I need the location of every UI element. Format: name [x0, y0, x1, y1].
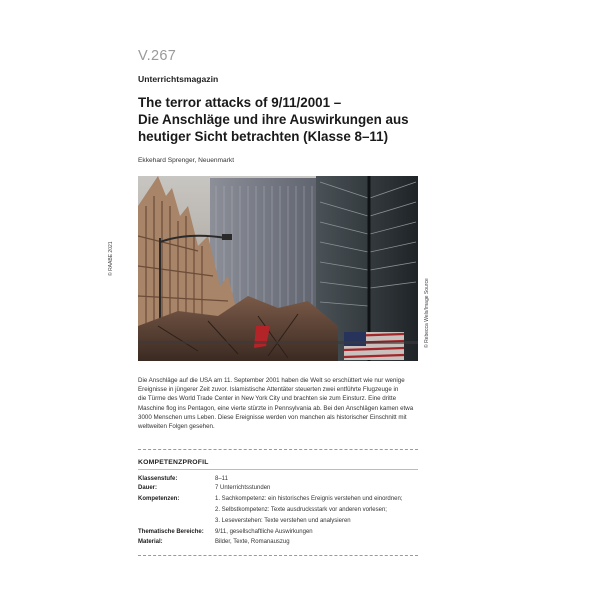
- divider: [138, 555, 418, 556]
- page-title: [138, 94, 438, 145]
- profile-value: 2. Selbstkompetenz: Texte ausdrucksstark vor anderen vorlesen;: [215, 507, 387, 513]
- intro-line: Maschine flog ins Pentagon, eine vierte stürzte in Pennsylvania ab. Bei den Anschlägen kamen etwa: [138, 404, 414, 412]
- profile-value: Bilder, Texte, Romanauszug: [215, 539, 290, 545]
- title-line: Die Anschläge und ihre Auswirkungen aus: [138, 112, 409, 127]
- intro-line: weltweiten Folgen gesehen.: [138, 423, 215, 431]
- profile-value: 1. Sachkompetenz: ein historisches Ereignis verstehen und einordnen;: [215, 496, 403, 502]
- intro-line: Ereignisse in jüngerer Zeit zuvor. Islamistische Attentäter steuerten zwei entführte Flugzeuge in: [138, 386, 399, 394]
- profile-underline: [138, 469, 418, 470]
- profile-key: Klassenstufe:: [138, 476, 178, 482]
- page-code: V.267: [138, 48, 177, 64]
- intro-line: 3000 Menschen ums Leben. Diese Ereignisse werden von manchen als historischer Einschnitt mit: [138, 413, 407, 421]
- profile-key: Dauer:: [138, 485, 158, 491]
- intro-line: Die Anschläge auf die USA am 11. September 2001 haben die Welt so erschüttert wie nur wenige: [138, 377, 405, 384]
- profile-key: Thematische Bereiche:: [138, 529, 204, 535]
- title-line: heutiger Sicht betrachten (Klasse 8–11): [138, 129, 389, 144]
- profile-value: 7 Unterrichtsstunden: [215, 485, 271, 491]
- copyright-note: © RAABE 2021: [108, 241, 114, 276]
- author-line: Ekkehard Sprenger, Neuenmarkt: [138, 157, 235, 164]
- profile-value: 9/11, gesellschaftliche Auswirkungen: [215, 529, 313, 535]
- profile-key: Kompetenzen:: [138, 496, 180, 502]
- profile-key: Material:: [138, 539, 163, 545]
- section-label: Unterrichtsmagazin: [138, 74, 219, 84]
- photo-credit: © Rebecca Wels/Image Source: [424, 278, 430, 348]
- profile-value: 3. Leseverstehen: Texte verstehen und analysieren: [215, 518, 351, 524]
- intro-line: die Türme des World Trade Center in New York City und brachten sie zum Einsturz. Eine dritte: [138, 395, 397, 403]
- intro-paragraph: [138, 376, 418, 431]
- profile-heading: KOMPETENZPROFIL: [138, 459, 209, 466]
- divider: [138, 449, 418, 450]
- cover-photo: [138, 176, 418, 361]
- title-line: The terror attacks of 9/11/2001 –: [138, 95, 342, 110]
- profile-value: 8–11: [215, 476, 228, 482]
